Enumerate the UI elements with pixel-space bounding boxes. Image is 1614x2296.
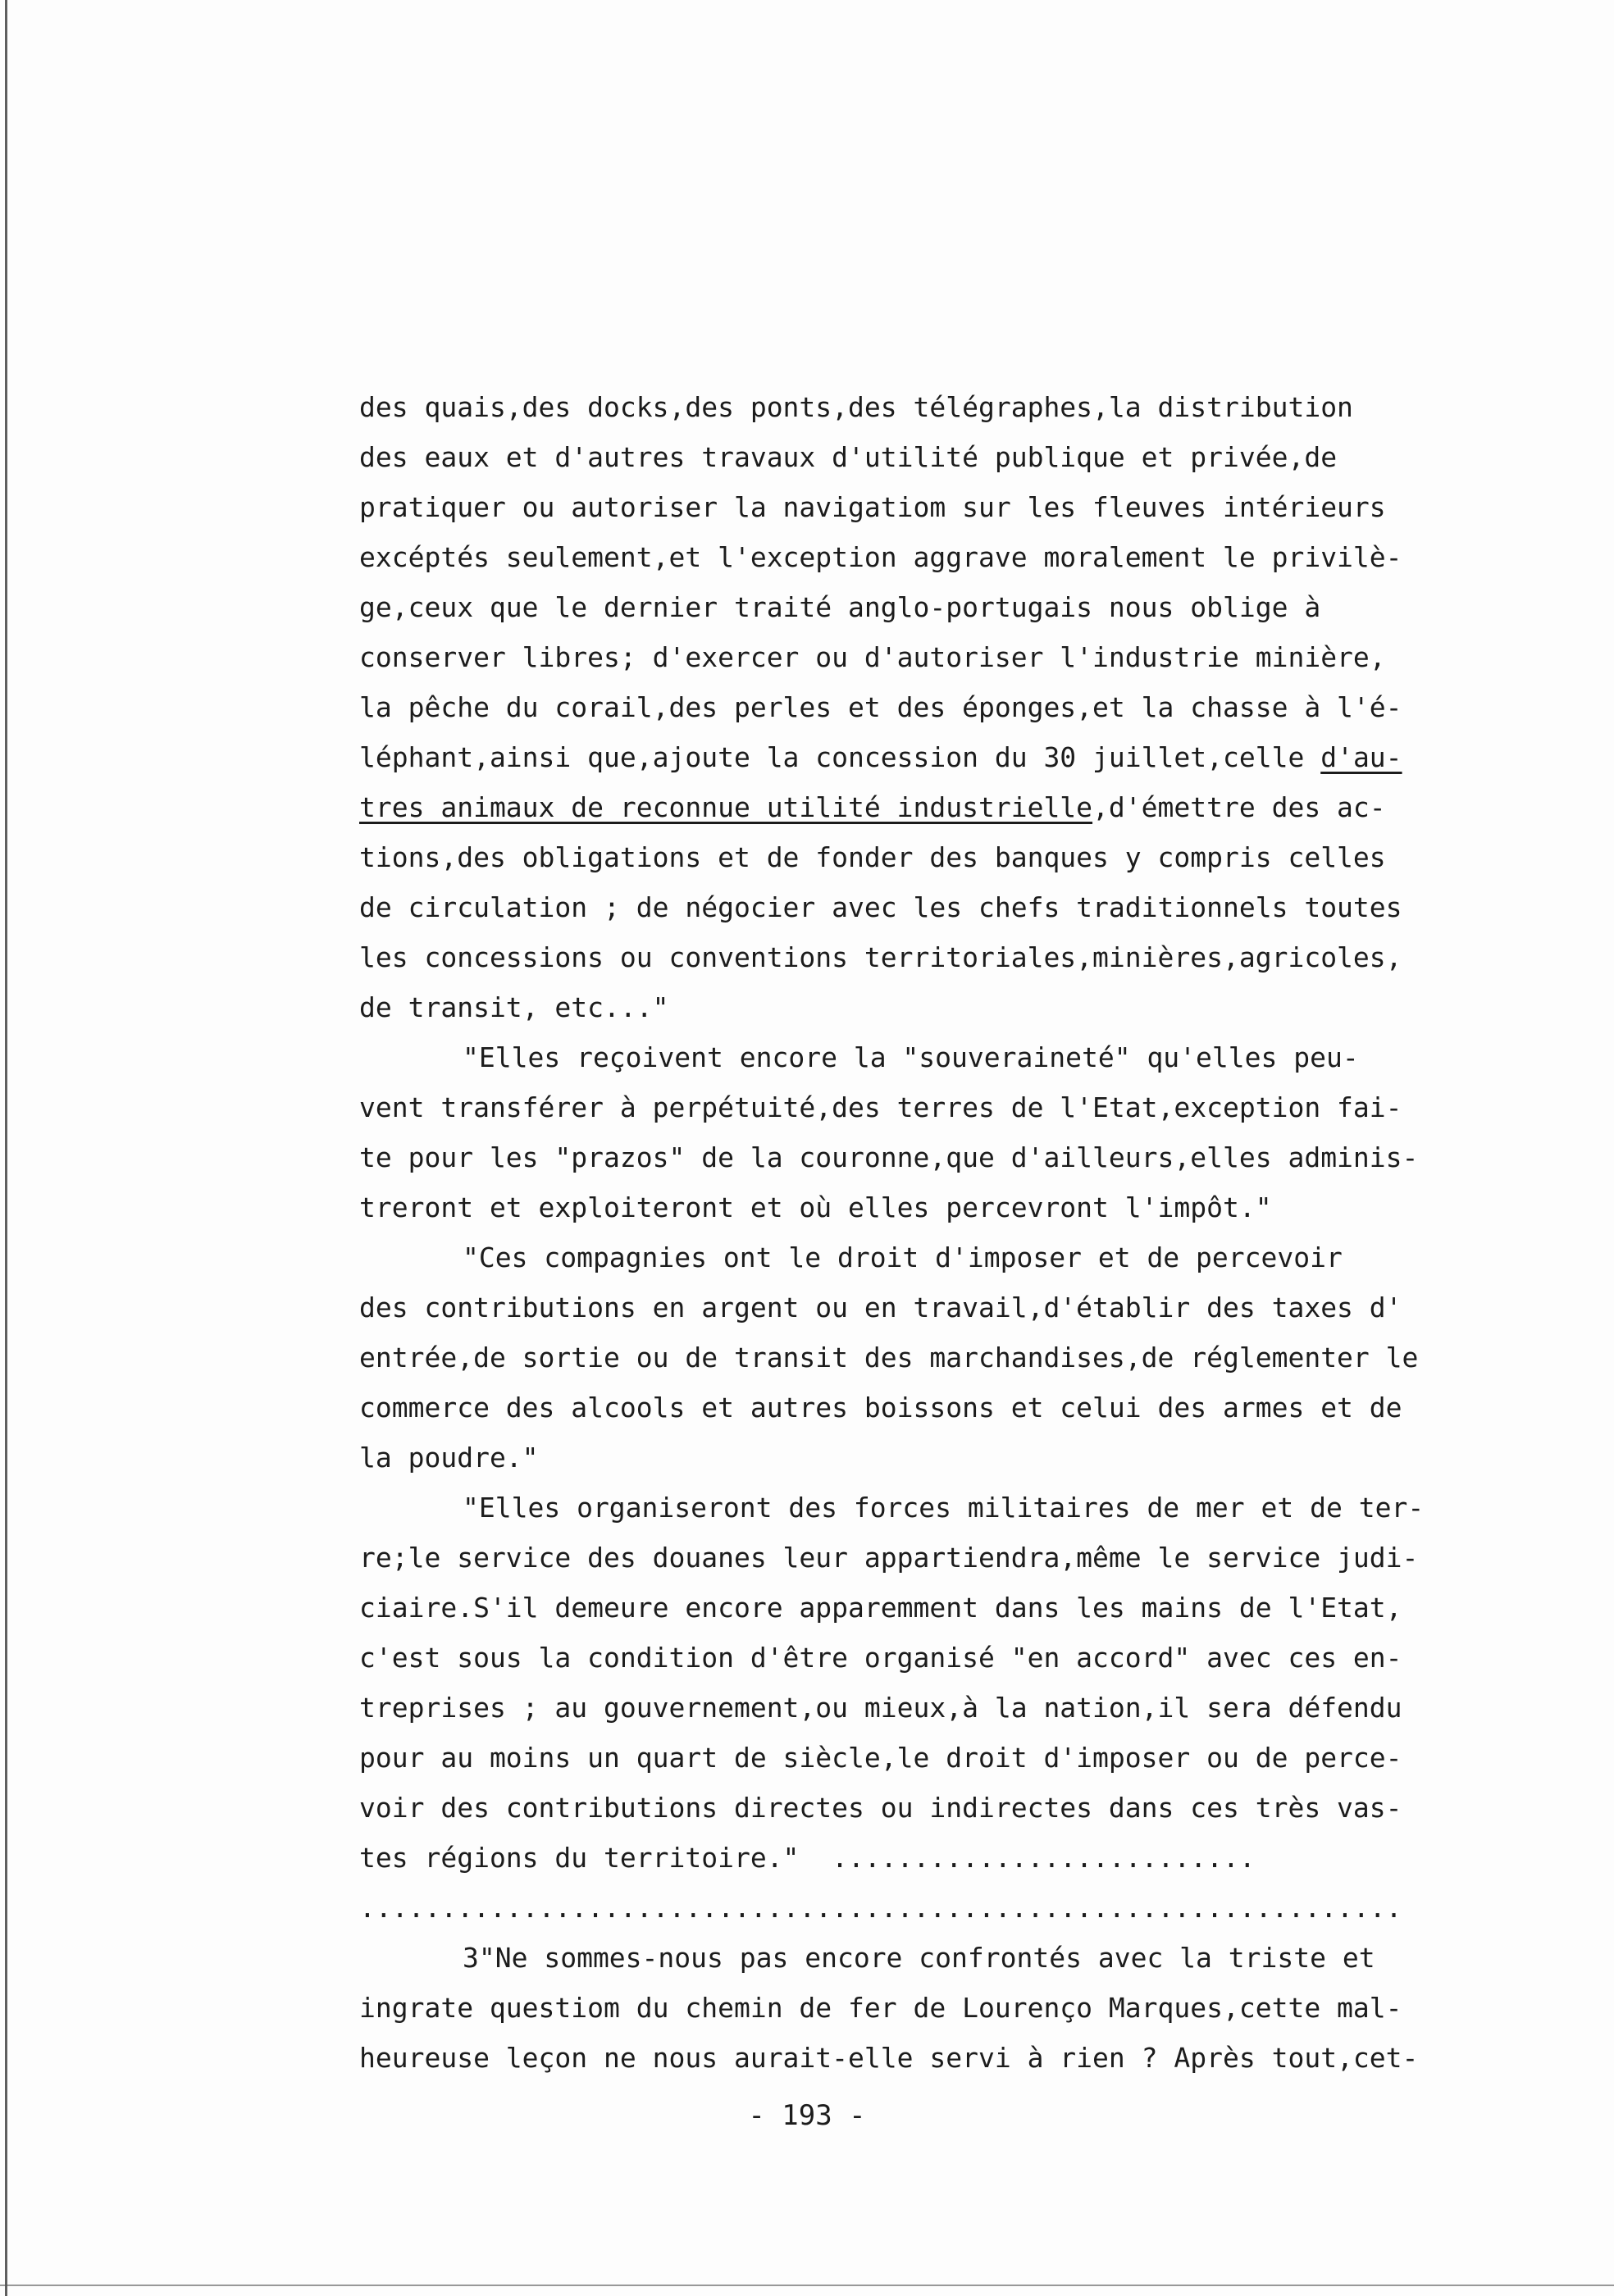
text-line: te pour les "prazos" de la couronne,que d'ailleurs,elles adminis- <box>359 1141 1419 1173</box>
text-line: excéptés seulement,et l'exception aggrave moralement le privilè- <box>359 541 1402 573</box>
underlined-text: d'au- <box>1320 741 1402 773</box>
page-number: - 193 - <box>748 2099 866 2132</box>
text-line: "Elles organiseront des forces militaires de mer et de ter- <box>463 1492 1425 1524</box>
page-bottom-edge <box>0 2285 1614 2286</box>
text-line-with-underline <box>359 732 1475 782</box>
dotted-separator-line: ................................................................ <box>359 1892 1402 1924</box>
text-line: entrée,de sortie ou de transit des marchandises,de réglementer le <box>359 1342 1419 1374</box>
text-line: de transit, etc..." <box>359 991 669 1023</box>
text-line: commerce des alcools et autres boissons et celui des armes et de <box>359 1392 1402 1424</box>
text-line-with-underline <box>359 782 1475 832</box>
text-line: ingrate questiom du chemin de fer de Lourenço Marques,cette mal- <box>359 1992 1402 2024</box>
text-line: re;le service des douanes leur appartiendra,même le service judi- <box>359 1542 1419 1574</box>
underlined-text: tres animaux de reconnue utilité industrielle <box>359 791 1093 823</box>
text-line: voir des contributions directes ou indirectes dans ces très vas- <box>359 1792 1402 1824</box>
text-line: la pêche du corail,des perles et des éponges,et la chasse à l'é- <box>359 691 1402 723</box>
text-line: ge,ceux que le dernier traité anglo-portugais nous oblige à <box>359 591 1321 623</box>
text-line: pour au moins un quart de siècle,le droit d'imposer ou de perce- <box>359 1742 1402 1774</box>
text-line: "Ces compagnies ont le droit d'imposer et de percevoir <box>463 1241 1343 1273</box>
body-text <box>359 382 1475 2083</box>
text-line: vent transférer à perpétuité,des terres de l'Etat,exception fai- <box>359 1091 1402 1123</box>
text-line: des eaux et d'autres travaux d'utilité publique et privée,de <box>359 441 1338 473</box>
page-edge-line <box>5 0 7 2296</box>
text-line: heureuse leçon ne nous aurait-elle servi à rien ? Après tout,cet- <box>359 2042 1419 2074</box>
text-line: c'est sous la condition d'être organisé "en accord" avec ces en- <box>359 1642 1402 1674</box>
text-line: la poudre." <box>359 1442 539 1474</box>
text-line: pratiquer ou autoriser la navigatiom sur les fleuves intérieurs <box>359 491 1386 523</box>
text-line: des quais,des docks,des ponts,des télégraphes,la distribution <box>359 391 1353 423</box>
text-segment: ,d'émettre des ac- <box>1092 791 1386 823</box>
text-line: les concessions ou conventions territoriales,minières,agricoles, <box>359 941 1402 973</box>
text-line: treprises ; au gouvernement,ou mieux,à la nation,il sera défendu <box>359 1692 1402 1724</box>
text-line: tes régions du territoire." .......................... <box>359 1842 1256 1874</box>
text-line: 3"Ne sommes-nous pas encore confrontés avec la triste et <box>463 1942 1375 1974</box>
text-line: des contributions en argent ou en travail,d'établir des taxes d' <box>359 1292 1402 1323</box>
text-line: conserver libres; d'exercer ou d'autoriser l'industrie minière, <box>359 641 1386 673</box>
text-segment: léphant,ainsi que,ajoute la concession du 30 juillet,celle <box>359 741 1321 773</box>
text-line: ciaire.S'il demeure encore apparemment dans les mains de l'Etat, <box>359 1592 1402 1624</box>
text-line: treront et exploiteront et où elles percevront l'impôt." <box>359 1191 1272 1223</box>
text-line: "Elles reçoivent encore la "souveraineté" qu'elles peu- <box>463 1041 1359 1073</box>
text-line: de circulation ; de négocier avec les chefs traditionnels toutes <box>359 891 1402 923</box>
text-line: tions,des obligations et de fonder des banques y compris celles <box>359 841 1386 873</box>
